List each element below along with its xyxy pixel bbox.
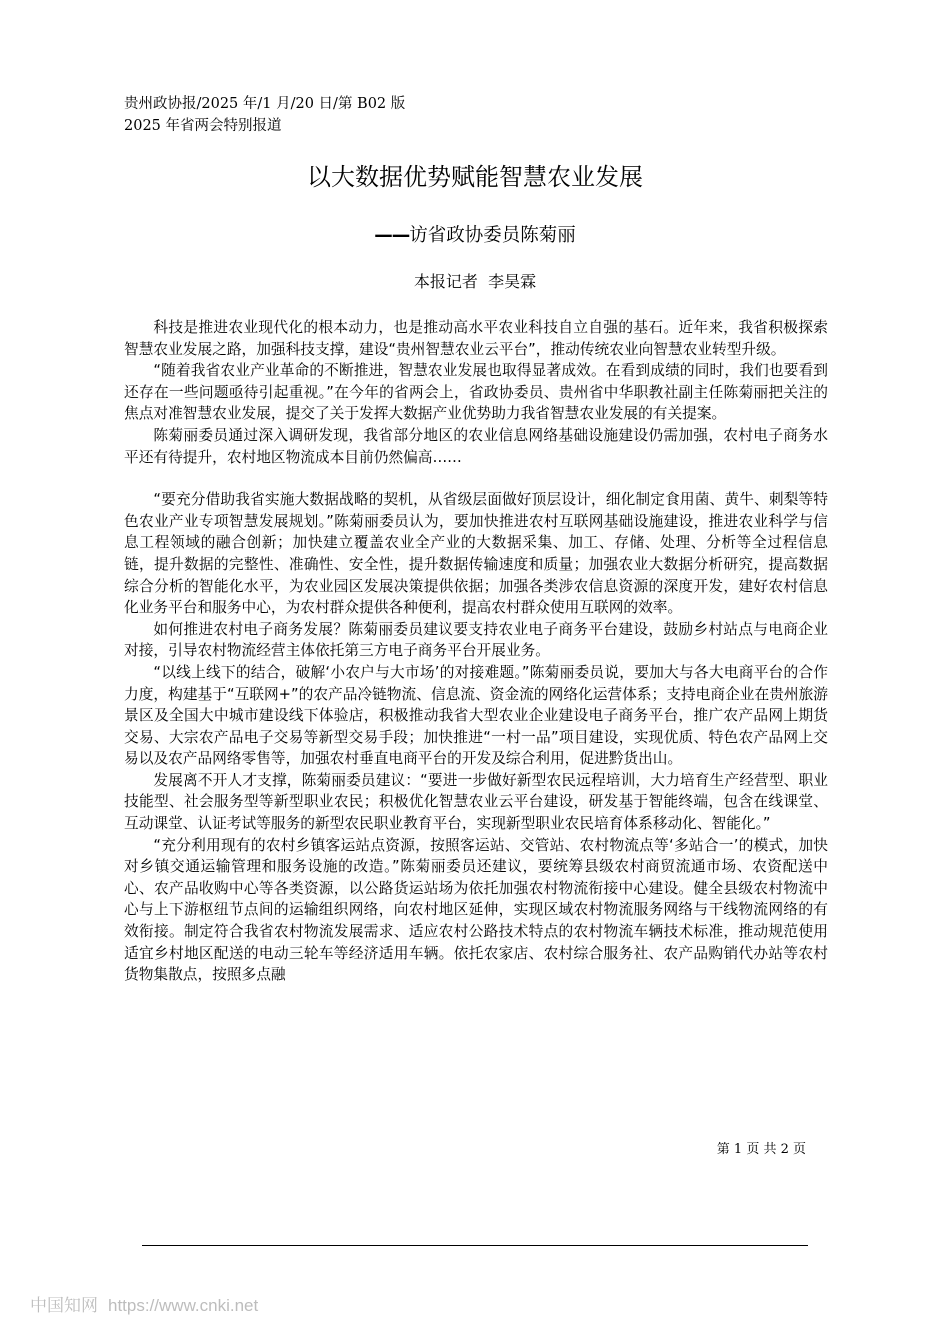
- paragraph: 陈菊丽委员通过深入调研发现，我省部分地区的农业信息网络基础设施建设仍需加强，农村电子商务水平还有待提升，农村地区物流成本目前仍然偏高……: [124, 426, 828, 466]
- paragraph: “随着我省农业产业革命的不断推进，智慧农业发展也取得显著成效。在看到成绩的同时，我们也要看到还存在一些问题亟待引起重视。”在今年的省两会上，省政协委员、贵州省中华职教社副主任陈菊丽把关注的焦点对准智慧农业发展，提交了关于发挥大数据产业优势助力我省智慧农业发展的有关提案。: [124, 362, 828, 423]
- paragraph: “要充分借助我省实施大数据战略的契机，从省级层面做好顶层设计，细化制定食用菌、黄牛、刺梨等特色农业产业专项智慧发展规划。”陈菊丽委员认为，要加快推进农村互联网基础设施建设，推进农业科学与信息工程领域的融合创新；加快建立覆盖农业全产业的大数据采集、加工、存储、处理、分析等全过程信息链，提升数据的完整性、准确性、安全性，提升数据传输速度和质量；加强农业大数据分析研究，提高数据综合分析的智能化水平，为农业园区发展决策提供依据；加强各类涉农信息资源的深度开发，建好农村信息化业务平台和服务中心，为农村群众提供各种便利，提高农村群众使用互联网的效率。: [124, 491, 828, 617]
- paragraph: 如何推进农村电子商务发展？陈菊丽委员建议要支持农业电子商务平台建设，鼓励乡村站点与电商企业对接，引导农村物流经营主体依托第三方电子商务平台开展业务。: [124, 620, 828, 660]
- article-body: [124, 317, 828, 986]
- paragraph: 科技是推进农业现代化的根本动力，也是推动高水平农业科技自立自强的基石。近年来，我省积极探索智慧农业发展之路，加强科技支撑，建设“贵州智慧农业云平台”，推动传统农业向智慧农业转型升级。: [124, 319, 828, 358]
- source-line: 贵州政协报/2025 年/1 月/20 日/第 B02 版 2025 年省两会特别报道: [124, 96, 406, 134]
- subtitle-dash: ——: [374, 225, 410, 246]
- paragraph: 发展离不开人才支撑，陈菊丽委员建议：“要进一步做好新型农民远程培训，大力培育生产经营型、职业技能型、社会服务型等新型职业农民；积极优化智慧农业云平台建设，研发基于智能终端，包含在线课堂、互动课堂、认证考试等服务的新型农民职业教育平台，实现新型职业农民培育体系移动化、智能化。”: [124, 771, 828, 833]
- subtitle-text: 访省政协委员陈菊丽: [409, 225, 576, 246]
- watermark-url: https://www.cnki.net: [108, 1296, 259, 1315]
- paragraph: “以线上线下的结合，破解‘小农户与大市场’的对接难题。”陈菊丽委员说，要加大与各大电商平台的合作力度，构建基于“互联网+”的农产品冷链物流、信息流、资金流的网络化运营体系；支持电商企业在贵州旅游景区及全国大中城市建设线下体验店，积极推动我省大型农业企业建设电子商务平台，推广农产品网上期货交易、大宗农产品电子交易等新型交易手段；加快推进“一村一品”项目建设，实现优质、特色农产品网上交易以及农产品网络零售等，加强农村垂直电商平台的开发及综合利用，促进黔货出山。: [124, 663, 828, 768]
- page-number: 第 1 页 共 2 页: [716, 1142, 806, 1157]
- paragraph: “充分利用现有的农村乡镇客运站点资源，按照客运站、交管站、农村物流点等‘多站合一’的模式，加快对乡镇交通运输管理和服务设施的改造。”陈菊丽委员还建议，要统筹县级农村商贸流通市场、农资配送中心、农产品收购中心等各类资源，以公路货运站场为依托加强农村物流衔接中心建设。健全县级农村物流中心与上下游枢纽节点间的运输组织网络，向农村地区延伸，实现区域农村物流服务网络与干线物流网络的有效衔接。制定符合我省农村物流发展需求、适应农村公路技术特点的农村物流车辆技术标准，推动规范使用适宜乡村地区配送的电动三轮车等经济适用车辆。依托农家店、农村综合服务社、农产品购销代办站等农村货物集散点，按照多点融: [124, 836, 828, 984]
- byline: 本报记者 李昊霖: [413, 272, 537, 291]
- watermark-brand: 中国知网: [30, 1296, 98, 1315]
- article-title: 以大数据优势赋能智慧农业发展: [307, 163, 643, 191]
- footer-divider: [142, 1245, 808, 1246]
- cnki-watermark: [30, 1295, 258, 1317]
- article-subtitle: [0, 222, 950, 250]
